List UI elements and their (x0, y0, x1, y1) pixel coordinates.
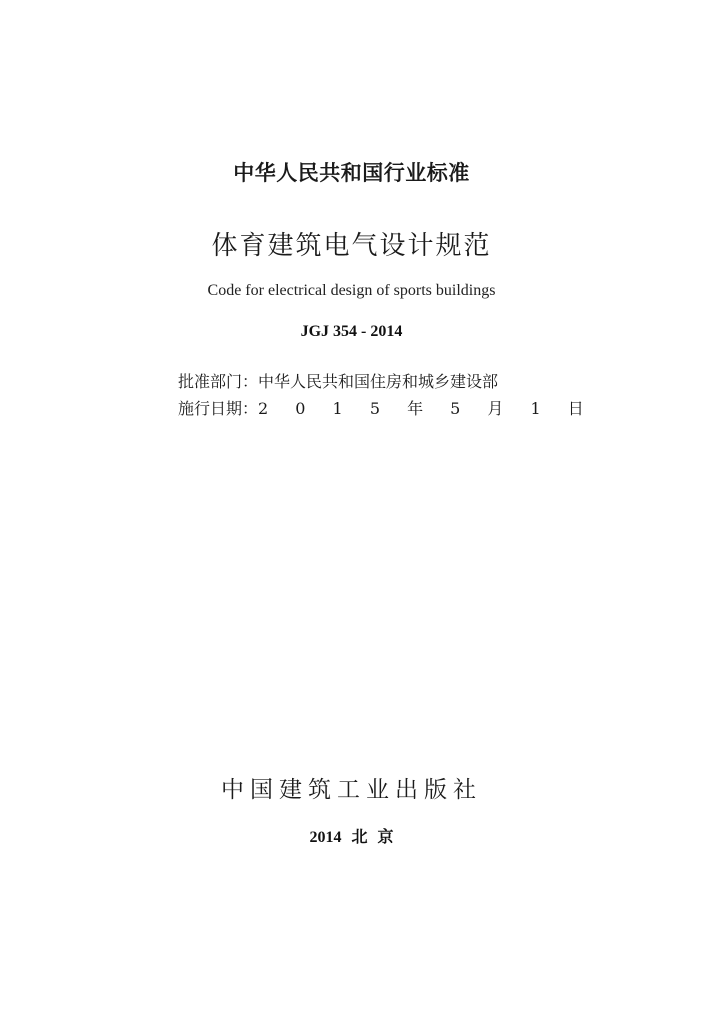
document-title-english: Code for electrical design of sports buildings (207, 282, 496, 299)
effective-date-line (178, 396, 595, 419)
approval-department-value: 中华人民共和国住房和城乡建设部 (258, 372, 499, 391)
approval-department-line (178, 369, 498, 392)
standard-code: JGJ 354 - 2014 (300, 323, 403, 340)
approval-department-label: 批准部门： (178, 372, 259, 391)
effective-date-value: 2 0 1 5 年 5 月 1 日 (258, 399, 595, 418)
standard-category: 中华人民共和国行业标准 (233, 161, 470, 185)
publisher-name: 中国建筑工业出版社 (221, 777, 482, 803)
publication-year-place: 2014 北 京 (309, 829, 394, 846)
document-title-chinese: 体育建筑电气设计规范 (211, 231, 492, 261)
effective-date-label: 施行日期： (178, 399, 259, 418)
